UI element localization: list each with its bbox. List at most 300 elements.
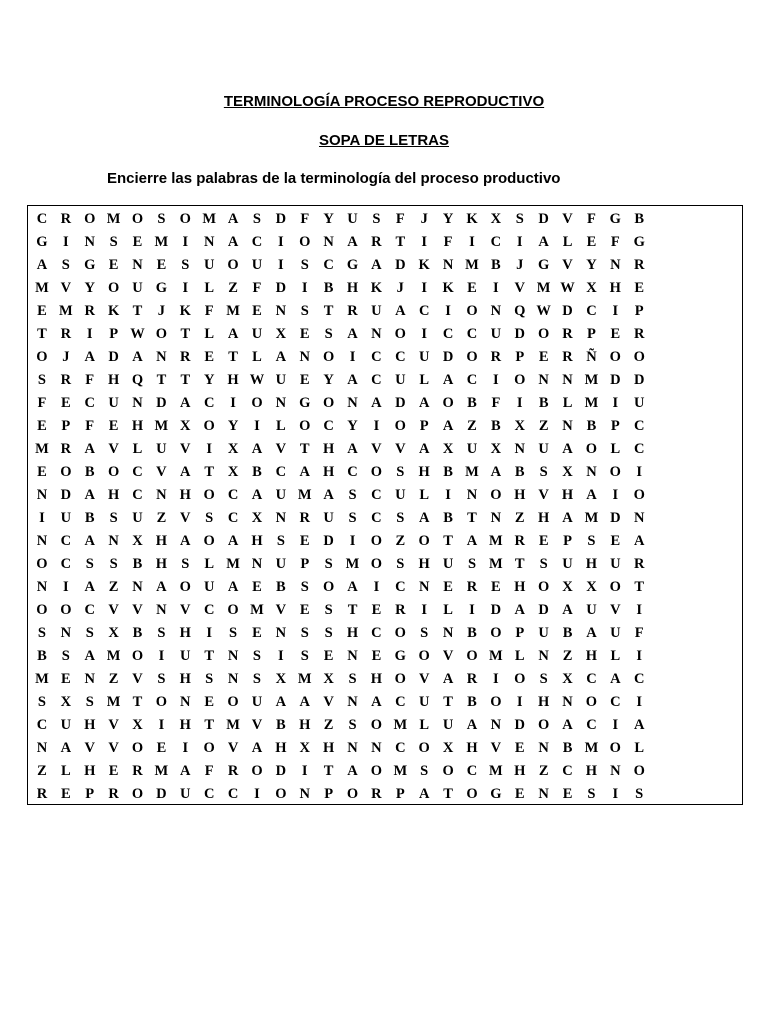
grid-letter[interactable]: A — [227, 326, 239, 342]
grid-letter[interactable]: G — [538, 257, 550, 273]
grid-letter[interactable]: O — [418, 533, 430, 549]
grid-letter[interactable]: S — [37, 625, 46, 641]
grid-letter[interactable]: H — [155, 556, 168, 572]
grid-letter[interactable]: A — [84, 349, 95, 365]
grid-letter[interactable]: H — [299, 717, 311, 733]
grid-letter[interactable]: E — [204, 349, 215, 365]
grid-letter[interactable]: V — [442, 648, 454, 664]
grid-letter[interactable]: E — [371, 602, 382, 618]
grid-letter[interactable]: X — [132, 717, 143, 733]
grid-letter[interactable]: N — [275, 625, 287, 641]
grid-letter[interactable]: C — [371, 510, 382, 526]
grid-letter[interactable]: O — [514, 372, 526, 388]
grid-letter[interactable]: V — [132, 602, 143, 618]
grid-letter[interactable]: E — [299, 533, 310, 549]
grid-letter[interactable]: C — [586, 671, 597, 687]
grid-letter[interactable]: D — [108, 349, 119, 365]
grid-letter[interactable]: T — [204, 648, 215, 664]
grid-letter[interactable]: D — [490, 602, 502, 618]
grid-letter[interactable]: C — [203, 395, 215, 411]
grid-letter[interactable]: X — [490, 441, 502, 457]
grid-letter[interactable]: B — [443, 510, 453, 526]
grid-letter[interactable]: B — [84, 464, 95, 480]
grid-letter[interactable]: U — [323, 510, 334, 526]
grid-letter[interactable]: N — [36, 487, 48, 503]
grid-letter[interactable]: M — [536, 280, 551, 296]
grid-letter[interactable]: S — [109, 510, 118, 526]
grid-letter[interactable]: O — [131, 786, 144, 802]
grid-letter[interactable]: G — [394, 648, 406, 664]
grid-letter[interactable]: S — [157, 211, 166, 227]
grid-letter[interactable]: I — [445, 303, 451, 319]
grid-letter[interactable]: E — [252, 579, 262, 595]
grid-letter[interactable]: A — [180, 464, 191, 480]
grid-letter[interactable]: Z — [538, 763, 549, 779]
grid-letter[interactable]: N — [299, 786, 310, 802]
grid-letter[interactable]: C — [610, 694, 621, 710]
grid-letter[interactable]: J — [420, 211, 428, 227]
grid-letter[interactable]: V — [108, 717, 119, 733]
grid-letter[interactable]: O — [179, 211, 191, 227]
grid-letter[interactable]: O — [609, 464, 621, 480]
grid-letter[interactable]: U — [442, 556, 454, 572]
grid-letter[interactable]: X — [227, 464, 239, 480]
grid-letter[interactable]: X — [586, 280, 597, 296]
grid-letter[interactable]: H — [538, 694, 550, 710]
grid-letter[interactable]: N — [538, 786, 549, 802]
grid-letter[interactable]: Q — [131, 372, 144, 388]
grid-letter[interactable]: G — [36, 234, 48, 250]
grid-letter[interactable]: U — [395, 372, 406, 388]
grid-letter[interactable]: X — [442, 441, 454, 457]
grid-letter[interactable]: I — [612, 717, 619, 733]
grid-letter[interactable]: M — [489, 556, 503, 572]
grid-letter[interactable]: H — [370, 671, 383, 687]
grid-letter[interactable]: I — [206, 625, 212, 641]
grid-letter[interactable]: A — [371, 694, 382, 710]
grid-letter[interactable]: I — [230, 395, 236, 411]
grid-letter[interactable]: F — [300, 211, 310, 227]
grid-letter[interactable]: Z — [156, 510, 167, 526]
grid-letter[interactable]: C — [60, 533, 72, 549]
grid-letter[interactable]: V — [418, 671, 430, 687]
grid-letter[interactable]: H — [538, 510, 550, 526]
grid-letter[interactable]: M — [58, 303, 73, 319]
grid-letter[interactable]: N — [84, 671, 95, 687]
grid-letter[interactable]: V — [156, 464, 167, 480]
grid-letter[interactable]: L — [204, 280, 215, 296]
grid-letter[interactable]: Y — [323, 372, 334, 388]
grid-letter[interactable]: V — [490, 740, 502, 756]
grid-letter[interactable]: S — [109, 556, 118, 572]
grid-letter[interactable]: C — [227, 487, 239, 503]
grid-letter[interactable]: C — [84, 395, 95, 411]
grid-letter[interactable]: M — [489, 533, 503, 549]
grid-letter[interactable]: I — [516, 395, 523, 411]
grid-letter[interactable]: C — [251, 234, 263, 250]
grid-letter[interactable]: P — [419, 418, 429, 434]
grid-letter[interactable]: E — [108, 418, 119, 434]
grid-letter[interactable]: S — [252, 648, 261, 664]
grid-letter[interactable]: C — [132, 464, 143, 480]
grid-letter[interactable]: O — [322, 579, 335, 595]
grid-letter[interactable]: S — [396, 510, 405, 526]
grid-letter[interactable]: L — [204, 556, 215, 572]
grid-letter[interactable]: T — [37, 326, 47, 342]
grid-letter[interactable]: I — [182, 740, 189, 756]
grid-letter[interactable]: C — [395, 579, 406, 595]
grid-letter[interactable]: I — [63, 579, 69, 595]
grid-letter[interactable]: N — [347, 648, 358, 664]
grid-letter[interactable]: O — [466, 303, 478, 319]
grid-letter[interactable]: G — [609, 211, 621, 227]
grid-letter[interactable]: R — [633, 326, 645, 342]
grid-letter[interactable]: A — [299, 694, 310, 710]
grid-letter[interactable]: O — [370, 717, 383, 733]
grid-letter[interactable]: A — [275, 349, 287, 365]
grid-letter[interactable]: A — [562, 441, 573, 457]
grid-letter[interactable]: M — [584, 372, 599, 388]
grid-letter[interactable]: S — [348, 671, 357, 687]
grid-letter[interactable]: J — [157, 303, 166, 319]
grid-letter[interactable]: I — [373, 418, 380, 434]
grid-letter[interactable]: N — [371, 740, 382, 756]
grid-letter[interactable]: I — [206, 441, 212, 457]
grid-letter[interactable]: S — [396, 464, 405, 480]
grid-letter[interactable]: X — [442, 740, 454, 756]
grid-letter[interactable]: R — [490, 349, 502, 365]
grid-letter[interactable]: O — [466, 349, 478, 365]
grid-letter[interactable]: O — [107, 280, 120, 296]
grid-letter[interactable]: C — [227, 510, 239, 526]
grid-letter[interactable]: P — [563, 533, 572, 549]
grid-letter[interactable]: Z — [228, 280, 238, 296]
grid-letter[interactable]: I — [39, 510, 45, 526]
grid-letter[interactable]: H — [322, 464, 335, 480]
grid-letter[interactable]: Z — [323, 717, 334, 733]
grid-letter[interactable]: J — [396, 280, 404, 296]
grid-letter[interactable]: P — [85, 786, 95, 802]
grid-letter[interactable]: A — [442, 418, 454, 434]
grid-letter[interactable]: R — [180, 349, 191, 365]
grid-letter[interactable]: C — [490, 234, 502, 250]
grid-letter[interactable]: G — [633, 234, 645, 250]
grid-letter[interactable]: R — [227, 763, 239, 779]
grid-letter[interactable]: M — [489, 763, 503, 779]
grid-letter[interactable]: E — [61, 786, 71, 802]
grid-letter[interactable]: M — [226, 717, 240, 733]
grid-letter[interactable]: O — [490, 487, 502, 503]
grid-letter[interactable]: A — [251, 441, 263, 457]
grid-letter[interactable]: A — [562, 602, 573, 618]
grid-letter[interactable]: H — [179, 671, 191, 687]
grid-letter[interactable]: R — [371, 786, 382, 802]
grid-letter[interactable]: C — [466, 326, 478, 342]
grid-letter[interactable]: C — [371, 487, 382, 503]
grid-letter[interactable]: A — [466, 533, 478, 549]
grid-letter[interactable]: H — [418, 464, 430, 480]
grid-letter[interactable]: A — [418, 786, 430, 802]
grid-letter[interactable]: X — [562, 464, 573, 480]
grid-letter[interactable]: P — [515, 625, 525, 641]
grid-letter[interactable]: T — [204, 717, 215, 733]
grid-letter[interactable]: R — [132, 763, 143, 779]
grid-letter[interactable]: L — [562, 395, 573, 411]
grid-letter[interactable]: D — [538, 602, 549, 618]
grid-letter[interactable]: D — [562, 303, 573, 319]
grid-letter[interactable]: B — [562, 740, 573, 756]
grid-letter[interactable]: C — [633, 441, 645, 457]
grid-letter[interactable]: S — [205, 510, 214, 526]
grid-letter[interactable]: N — [323, 234, 334, 250]
grid-letter[interactable]: I — [254, 786, 260, 802]
grid-letter[interactable]: N — [132, 579, 143, 595]
grid-letter[interactable]: M — [584, 395, 599, 411]
grid-letter[interactable]: E — [443, 579, 453, 595]
grid-letter[interactable]: I — [421, 326, 428, 342]
grid-letter[interactable]: N — [36, 579, 48, 595]
grid-letter[interactable]: E — [299, 602, 310, 618]
grid-letter[interactable]: R — [60, 211, 72, 227]
grid-letter[interactable]: D — [610, 510, 621, 526]
grid-letter[interactable]: E — [610, 326, 621, 342]
grid-letter[interactable]: B — [443, 464, 453, 480]
grid-letter[interactable]: B — [538, 395, 549, 411]
grid-letter[interactable]: U — [251, 257, 263, 273]
grid-letter[interactable]: I — [612, 786, 619, 802]
grid-letter[interactable]: C — [323, 418, 334, 434]
grid-letter[interactable]: U — [251, 326, 263, 342]
grid-letter[interactable]: I — [636, 464, 643, 480]
grid-letter[interactable]: N — [156, 349, 167, 365]
grid-letter[interactable]: R — [514, 533, 525, 549]
grid-letter[interactable]: U — [418, 349, 430, 365]
grid-letter[interactable]: M — [106, 694, 121, 710]
grid-letter[interactable]: E — [610, 533, 621, 549]
grid-letter[interactable]: R — [371, 234, 382, 250]
grid-letter[interactable]: G — [84, 257, 96, 273]
grid-letter[interactable]: C — [371, 349, 382, 365]
grid-letter[interactable]: T — [299, 441, 310, 457]
grid-letter[interactable]: U — [132, 280, 143, 296]
grid-letter[interactable]: M — [345, 556, 360, 572]
grid-letter[interactable]: N — [180, 694, 191, 710]
grid-letter[interactable]: K — [418, 257, 430, 273]
grid-letter[interactable]: U — [347, 211, 358, 227]
grid-letter[interactable]: Q — [514, 303, 526, 319]
grid-letter[interactable]: A — [323, 487, 334, 503]
grid-letter[interactable]: I — [278, 234, 284, 250]
grid-letter[interactable]: I — [86, 326, 93, 342]
grid-letter[interactable]: U — [275, 556, 287, 572]
grid-letter[interactable]: H — [585, 763, 598, 779]
grid-letter[interactable]: X — [251, 510, 263, 526]
grid-letter[interactable]: L — [132, 441, 143, 457]
grid-letter[interactable]: R — [60, 372, 72, 388]
grid-letter[interactable]: D — [395, 257, 406, 273]
grid-letter[interactable]: V — [180, 602, 191, 618]
grid-letter[interactable]: B — [467, 625, 477, 641]
grid-letter[interactable]: C — [203, 602, 215, 618]
grid-letter[interactable]: O — [418, 740, 430, 756]
grid-letter[interactable]: H — [466, 740, 478, 756]
grid-letter[interactable]: A — [180, 763, 191, 779]
grid-letter[interactable]: W — [249, 372, 265, 388]
grid-letter[interactable]: M — [465, 257, 479, 273]
grid-letter[interactable]: O — [203, 487, 215, 503]
grid-letter[interactable]: N — [275, 510, 287, 526]
grid-letter[interactable]: V — [180, 510, 191, 526]
grid-letter[interactable]: E — [61, 395, 71, 411]
grid-letter[interactable]: E — [586, 234, 597, 250]
grid-letter[interactable]: T — [443, 694, 453, 710]
grid-letter[interactable]: X — [323, 671, 334, 687]
grid-letter[interactable]: S — [85, 556, 94, 572]
grid-letter[interactable]: I — [158, 717, 165, 733]
grid-letter[interactable]: U — [633, 395, 645, 411]
grid-letter[interactable]: N — [156, 602, 167, 618]
grid-letter[interactable]: S — [252, 211, 261, 227]
grid-letter[interactable]: U — [562, 556, 573, 572]
grid-letter[interactable]: E — [538, 533, 549, 549]
grid-letter[interactable]: E — [491, 579, 501, 595]
grid-letter[interactable]: U — [466, 441, 478, 457]
grid-letter[interactable]: O — [84, 211, 96, 227]
grid-letter[interactable]: E — [204, 694, 215, 710]
grid-letter[interactable]: V — [538, 487, 549, 503]
grid-letter[interactable]: O — [633, 763, 645, 779]
grid-letter[interactable]: B — [37, 648, 47, 664]
grid-letter[interactable]: T — [180, 326, 191, 342]
grid-letter[interactable]: T — [132, 303, 143, 319]
grid-letter[interactable]: F — [634, 625, 644, 641]
grid-letter[interactable]: H — [107, 487, 120, 503]
grid-letter[interactable]: R — [84, 303, 95, 319]
grid-letter[interactable]: A — [442, 372, 454, 388]
grid-letter[interactable]: D — [514, 326, 525, 342]
grid-letter[interactable]: V — [514, 280, 525, 296]
grid-letter[interactable]: V — [562, 211, 573, 227]
grid-letter[interactable]: B — [634, 211, 645, 227]
grid-letter[interactable]: B — [276, 717, 286, 733]
grid-letter[interactable]: N — [347, 395, 358, 411]
grid-letter[interactable]: F — [610, 234, 620, 250]
grid-letter[interactable]: R — [562, 326, 573, 342]
grid-letter[interactable]: F — [85, 372, 95, 388]
grid-letter[interactable]: T — [156, 372, 167, 388]
grid-letter[interactable]: C — [36, 717, 48, 733]
grid-letter[interactable]: F — [252, 280, 262, 296]
grid-letter[interactable]: A — [418, 441, 430, 457]
grid-letter[interactable]: T — [228, 349, 238, 365]
grid-letter[interactable]: C — [586, 717, 597, 733]
grid-letter[interactable]: S — [587, 533, 596, 549]
grid-letter[interactable]: L — [419, 487, 430, 503]
grid-letter[interactable]: I — [254, 418, 260, 434]
grid-letter[interactable]: K — [370, 280, 383, 296]
grid-letter[interactable]: R — [466, 671, 478, 687]
grid-letter[interactable]: U — [275, 372, 287, 388]
grid-letter[interactable]: E — [132, 234, 143, 250]
grid-letter[interactable]: X — [562, 671, 573, 687]
grid-letter[interactable]: U — [610, 625, 621, 641]
grid-letter[interactable]: E — [108, 763, 119, 779]
grid-letter[interactable]: A — [251, 487, 263, 503]
grid-letter[interactable]: H — [346, 280, 359, 296]
grid-letter[interactable]: N — [562, 694, 573, 710]
grid-letter[interactable]: D — [156, 786, 167, 802]
grid-letter[interactable]: I — [636, 602, 643, 618]
grid-letter[interactable]: S — [61, 257, 70, 273]
grid-letter[interactable]: C — [275, 464, 287, 480]
grid-letter[interactable]: A — [347, 372, 358, 388]
grid-letter[interactable]: O — [251, 763, 263, 779]
grid-letter[interactable]: E — [371, 648, 382, 664]
grid-letter[interactable]: N — [586, 464, 597, 480]
grid-letter[interactable]: E — [156, 740, 167, 756]
grid-letter[interactable]: A — [84, 533, 95, 549]
grid-letter[interactable]: A — [180, 533, 191, 549]
grid-letter[interactable]: H — [561, 487, 574, 503]
grid-letter[interactable]: O — [155, 694, 168, 710]
grid-letter[interactable]: M — [154, 763, 169, 779]
grid-letter[interactable]: H — [155, 533, 168, 549]
grid-letter[interactable]: U — [203, 257, 215, 273]
grid-letter[interactable]: I — [636, 648, 643, 664]
grid-letter[interactable]: R — [60, 326, 72, 342]
grid-letter[interactable]: G — [346, 257, 359, 273]
grid-letter[interactable]: B — [323, 280, 334, 296]
grid-letter[interactable]: X — [275, 671, 287, 687]
grid-letter[interactable]: S — [396, 556, 405, 572]
grid-letter[interactable]: L — [252, 349, 262, 365]
grid-letter[interactable]: A — [514, 602, 525, 618]
grid-letter[interactable]: I — [516, 694, 523, 710]
grid-letter[interactable]: O — [490, 625, 502, 641]
grid-letter[interactable]: T — [347, 602, 358, 618]
grid-letter[interactable]: C — [371, 372, 382, 388]
grid-letter[interactable]: A — [610, 671, 621, 687]
grid-letter[interactable]: Ñ — [586, 349, 597, 365]
grid-letter[interactable]: A — [60, 740, 72, 756]
grid-letter[interactable]: A — [562, 717, 573, 733]
grid-letter[interactable]: I — [469, 234, 475, 250]
grid-letter[interactable]: P — [634, 303, 644, 319]
grid-letter[interactable]: I — [421, 234, 428, 250]
grid-letter[interactable]: V — [132, 671, 143, 687]
grid-letter[interactable]: I — [493, 372, 499, 388]
grid-letter[interactable]: U — [132, 510, 143, 526]
grid-letter[interactable]: O — [538, 717, 550, 733]
grid-letter[interactable]: N — [347, 740, 358, 756]
grid-letter[interactable]: N — [371, 326, 382, 342]
grid-letter[interactable]: C — [442, 326, 454, 342]
grid-letter[interactable]: C — [466, 372, 478, 388]
grid-letter[interactable]: Y — [442, 211, 454, 227]
grid-letter[interactable]: S — [300, 579, 309, 595]
grid-letter[interactable]: O — [179, 579, 191, 595]
grid-letter[interactable]: H — [322, 441, 335, 457]
grid-letter[interactable]: S — [539, 556, 548, 572]
grid-letter[interactable]: S — [37, 372, 46, 388]
grid-letter[interactable]: I — [421, 602, 428, 618]
grid-letter[interactable]: D — [610, 372, 621, 388]
grid-letter[interactable]: Y — [323, 211, 334, 227]
grid-letter[interactable]: E — [299, 372, 310, 388]
grid-letter[interactable]: X — [60, 694, 72, 710]
grid-letter[interactable]: U — [490, 326, 502, 342]
grid-letter[interactable]: A — [84, 487, 95, 503]
